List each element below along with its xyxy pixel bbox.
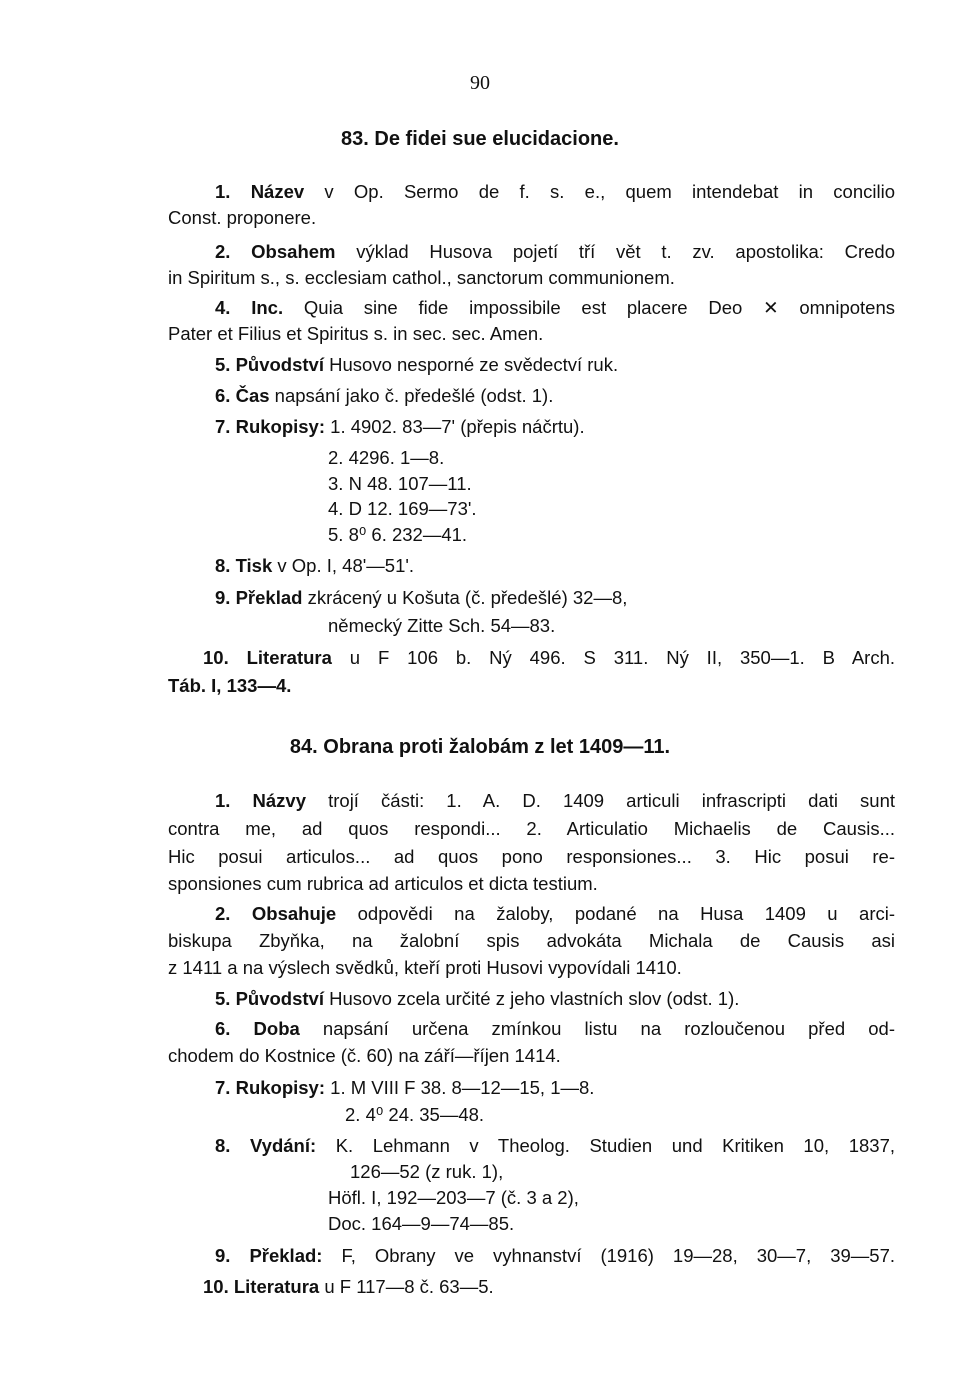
item-number: 1. xyxy=(215,790,231,811)
item-text: Husovo zcela určité z jeho vlastních slov (odst. 1). xyxy=(324,988,740,1009)
sec83-item-7 xyxy=(215,415,585,439)
sec84-item-8-line-1 xyxy=(215,1134,895,1158)
item-label: Původství xyxy=(235,354,324,375)
page-number: 90 xyxy=(470,72,490,94)
item-number: 10. xyxy=(203,647,229,668)
sec84-item-10 xyxy=(203,1275,494,1299)
sec84-item-1-line-4: sponsiones cum rubrica ad articulos et dicta testium. xyxy=(168,873,598,894)
sec83-item-10-line-2: Táb. I, 133—4. xyxy=(168,675,292,696)
sec83-item-6 xyxy=(215,384,553,408)
sec83-item-4-line-1 xyxy=(215,296,895,320)
sec83-manuscript-3: 3. N 48. 107—11. xyxy=(328,473,472,494)
sec84-item-1-line-3 xyxy=(168,845,895,869)
item-number: 5. xyxy=(215,988,231,1009)
item-label: Názvy xyxy=(252,790,307,811)
item-number: 9. xyxy=(215,1245,231,1266)
item-label: Překlad: xyxy=(249,1245,323,1266)
sec83-item-9-line-2: německý Zitte Sch. 54—83. xyxy=(328,615,556,636)
item-label: Název xyxy=(250,181,305,202)
sec83-item-10-line-1 xyxy=(203,646,895,670)
item-label: Rukopisy: xyxy=(235,416,326,437)
item-number: 7. xyxy=(215,1077,231,1098)
sec83-item-1-line-1 xyxy=(215,180,895,204)
item-text: výklad Husova pojetí tří vět t. zv. apostolika: Credo xyxy=(335,241,895,262)
item-number: 10. xyxy=(203,1276,229,1297)
sec84-edition-line-2: 126—52 (z ruk. 1), xyxy=(350,1161,504,1182)
sec83-item-5 xyxy=(215,353,618,377)
sec84-item-9 xyxy=(215,1244,895,1268)
item-number: 8. xyxy=(215,1135,231,1156)
sec84-manuscript-2: 2. 4⁰ 24. 35—48. xyxy=(345,1104,485,1125)
item-label: Literatura xyxy=(233,1276,320,1297)
item-text: F, Obrany ve vyhnanství (1916) 19—28, 30—7, 39—57. xyxy=(322,1245,895,1266)
item-text: Hic posui articulos... ad quos pono responsiones... 3. Hic posui re- xyxy=(168,846,895,867)
item-label: Čas xyxy=(235,385,270,406)
item-text: v Op. Sermo de f. s. e., quem intendebat in concilio xyxy=(304,181,895,202)
sec83-item-2-line-2: in Spiritum s., s. ecclesiam cathol., sanctorum communionem. xyxy=(168,267,675,288)
item-text: 1. 4902. 83—7' (přepis náčrtu). xyxy=(325,416,585,437)
item-label: Překlad xyxy=(235,587,303,608)
item-number: 6. xyxy=(215,1018,231,1039)
item-text: K. Lehmann v Theolog. Studien und Kritiken 10, 1837, xyxy=(316,1135,895,1156)
sec83-manuscript-4: 4. D 12. 169—73'. xyxy=(328,498,477,519)
item-text: napsání jako č. předešlé (odst. 1). xyxy=(269,385,554,406)
item-label: Doba xyxy=(253,1018,300,1039)
item-text: v Op. I, 48'—51'. xyxy=(272,555,415,576)
item-label: Obsahem xyxy=(251,241,336,262)
item-label: Inc. xyxy=(251,297,284,318)
item-number: 2. xyxy=(215,903,231,924)
sec83-item-2-line-1 xyxy=(215,240,895,264)
sec83-item-9 xyxy=(215,586,627,610)
item-text: u F 106 b. Ný 496. S 311. Ný II, 350—1. B Arch. xyxy=(331,647,895,668)
section-84-heading: 84. Obrana proti žalobám z let 1409—11. xyxy=(289,736,671,758)
item-label: Literatura xyxy=(246,647,332,668)
item-label: Tisk xyxy=(235,555,273,576)
item-label: Vydání: xyxy=(250,1135,317,1156)
sec83-manuscript-2: 2. 4296. 1—8. xyxy=(328,447,445,468)
sec84-item-5 xyxy=(215,987,739,1011)
item-number: 5. xyxy=(215,354,231,375)
item-text: biskupa Zbyňka, na žalobní spis advokáta Michala de Causis asi xyxy=(168,930,895,951)
item-label: Rukopisy: xyxy=(235,1077,326,1098)
sec84-item-7 xyxy=(215,1076,594,1100)
item-text: contra me, ad quos respondi... 2. Articulatio Michaelis de Causis... xyxy=(168,818,895,839)
item-number: 2. xyxy=(215,241,231,262)
item-number: 8. xyxy=(215,555,231,576)
item-label: Původství xyxy=(235,988,324,1009)
sec84-edition-line-4: Doc. 164—9—74—85. xyxy=(328,1213,515,1234)
sec84-item-1-line-2 xyxy=(168,817,895,841)
section-83-heading: 83. De fidei sue elucidacione. xyxy=(341,128,619,150)
sec84-item-6-line-1 xyxy=(215,1017,895,1041)
sec83-item-1-line-2: Const. proponere. xyxy=(168,207,317,228)
item-text: trojí části: 1. A. D. 1409 articuli infrascripti dati sunt xyxy=(306,790,896,811)
sec84-item-6-line-2: chodem do Kostnice (č. 60) na září—říjen 1414. xyxy=(168,1045,561,1066)
item-text: 1. M VIII F 38. 8—12—15, 1—8. xyxy=(325,1077,595,1098)
item-text: zkrácený u Košuta (č. předešlé) 32—8, xyxy=(302,587,628,608)
item-label: Obsahuje xyxy=(251,903,337,924)
sec84-item-2-line-3: z 1411 a na výslech svědků, kteří proti Husovi vypovídali 1410. xyxy=(168,957,682,978)
item-text: napsání určena zmínkou listu na rozloučenou před od- xyxy=(299,1018,895,1039)
sec83-manuscript-5: 5. 8⁰ 6. 232—41. xyxy=(328,524,468,545)
item-number: 4. xyxy=(215,297,231,318)
sec83-item-8 xyxy=(215,554,414,578)
sec83-item-4-line-2: Pater et Filius et Spiritus s. in sec. sec. Amen. xyxy=(168,323,544,344)
item-number: 7. xyxy=(215,416,231,437)
sec84-item-2-line-1 xyxy=(215,902,895,926)
item-number: 6. xyxy=(215,385,231,406)
sec84-edition-line-3: Höfl. I, 192—203—7 (č. 3 a 2), xyxy=(328,1187,579,1208)
item-text: odpovědi na žaloby, podané na Husa 1409 u arci- xyxy=(336,903,896,924)
sec84-item-1-line-1 xyxy=(215,789,895,813)
item-text: Quia sine fide impossibile est placere Deo ✕ omnipotens xyxy=(283,297,896,318)
item-number: 1. xyxy=(215,181,231,202)
sec84-item-2-line-2 xyxy=(168,929,895,953)
item-number: 9. xyxy=(215,587,231,608)
item-text: Husovo nesporné ze svědectví ruk. xyxy=(324,354,619,375)
item-text: u F 117—8 č. 63—5. xyxy=(319,1276,494,1297)
